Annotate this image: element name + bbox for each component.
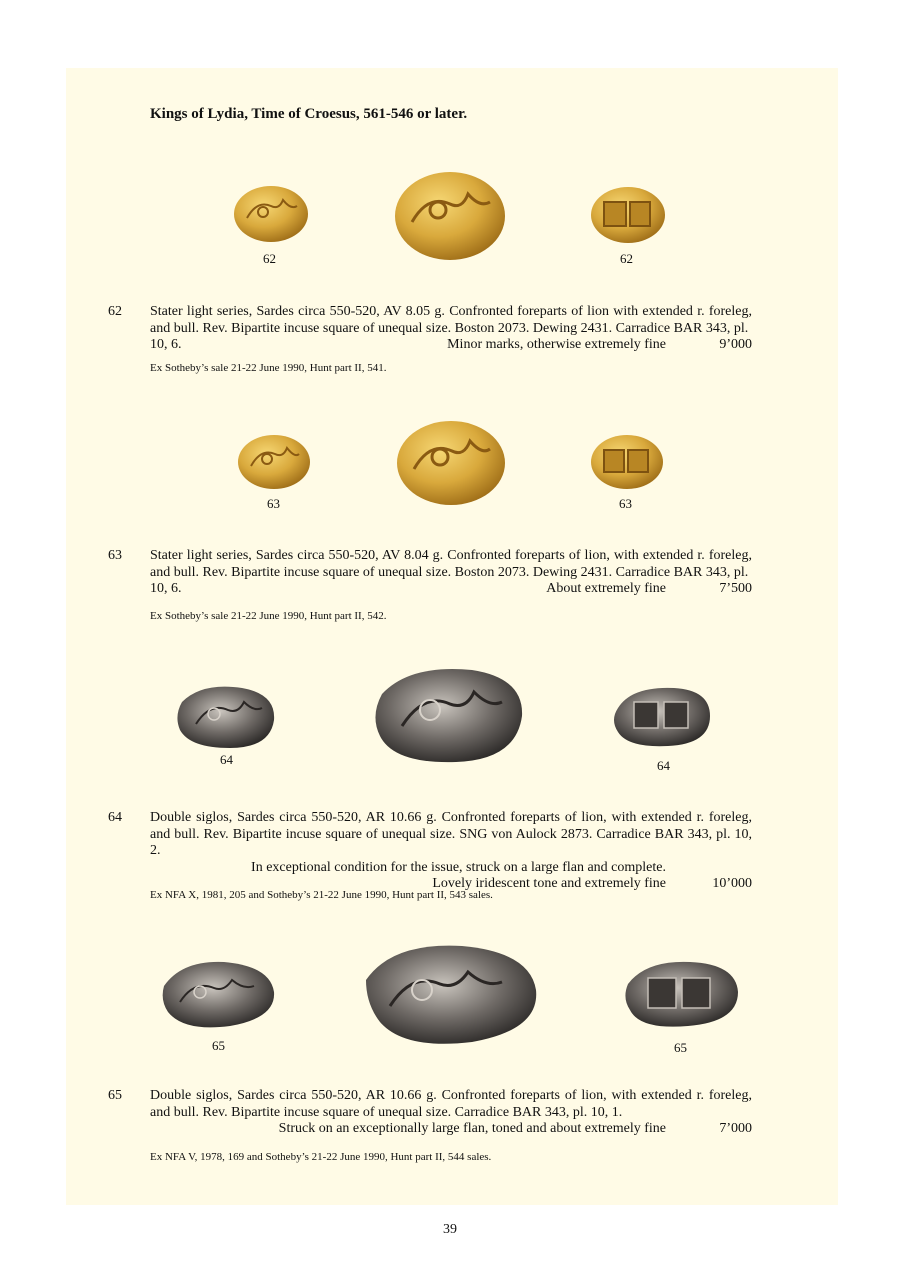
coin-obverse-enlarged-image <box>360 940 540 1048</box>
coin-obverse-image <box>233 184 309 244</box>
coin-obverse-enlarged-image <box>374 662 526 768</box>
coin-caption: 62 <box>620 251 633 266</box>
lot-provenance: Ex Sotheby’s sale 21-22 June 1990, Hunt part II, 542. <box>150 610 387 622</box>
lot-description <box>150 548 752 598</box>
lot-text: Stater light series, Sardes circa 550-520, AV 8.05 g. Confronted foreparts of lion with extended r. foreleg, and bull. Rev. Bipartite incuse square of unequal size. Boston 2073. Dewing 2431. Carradice BAR 343, pl. <box>150 304 752 336</box>
lot-price: 7’000 <box>719 1121 752 1136</box>
lot-description <box>150 810 752 893</box>
lot-condition: Lovely iridescent tone and extremely fine <box>432 876 666 891</box>
lot-footer-row <box>150 1121 752 1138</box>
lot-text-end: 10, 6. <box>150 337 182 352</box>
coin-caption: 64 <box>220 752 233 767</box>
coin-caption: 62 <box>263 251 276 266</box>
coin-caption: 63 <box>619 496 632 511</box>
lot-text: Double siglos, Sardes circa 550-520, AR 10.66 g. Confronted foreparts of lion, with extended r. foreleg, and bull. Rev. Bipartite incuse square of unequal size. SNG von Aulock 2873. Carradice BAR 343, pl. 10, 2. <box>150 810 752 858</box>
lot-note-row <box>150 860 752 877</box>
lot-note: In exceptional condition for the issue, struck on a large flan and complete. <box>251 859 666 875</box>
lot-description <box>150 1088 752 1138</box>
lot-number: 62 <box>108 304 122 319</box>
lot-condition: About extremely fine <box>546 581 666 596</box>
lot-number: 64 <box>108 810 122 825</box>
lot-number: 65 <box>108 1088 122 1103</box>
lot-text-end: 10, 6. <box>150 581 182 596</box>
lot-price: 10’000 <box>712 876 752 891</box>
coin-reverse-image <box>622 958 742 1032</box>
coin-caption: 65 <box>212 1038 225 1053</box>
lot-footer-row <box>150 337 752 354</box>
lot-provenance: Ex NFA V, 1978, 169 and Sotheby’s 21-22 June 1990, Hunt part II, 544 sales. <box>150 1151 492 1163</box>
coin-obverse-enlarged-image <box>394 170 507 262</box>
coin-obverse-enlarged-image <box>396 419 506 507</box>
coin-caption: 65 <box>674 1040 687 1055</box>
lot-price: 9’000 <box>719 337 752 352</box>
lot-number: 63 <box>108 548 122 563</box>
lot-description <box>150 304 752 354</box>
section-heading: Kings of Lydia, Time of Croesus, 561-546 or later. <box>150 106 468 122</box>
lot-provenance: Ex NFA X, 1981, 205 and Sotheby’s 21-22 June 1990, Hunt part II, 543 sales. <box>150 889 493 901</box>
lot-price: 7’500 <box>719 581 752 596</box>
coin-caption: 64 <box>657 758 670 773</box>
lot-condition: Struck on an exceptionally large flan, toned and about extremely fine <box>278 1121 666 1136</box>
lot-text: Double siglos, Sardes circa 550-520, AR 10.66 g. Confronted foreparts of lion, with extended r. foreleg, and bull. Rev. Bipartite incuse square of unequal size. Carradice BAR 343, pl. 10, 1. <box>150 1088 752 1120</box>
coin-obverse-image <box>176 682 278 752</box>
lot-condition: Minor marks, otherwise extremely fine <box>447 337 666 352</box>
page-number: 39 <box>443 1222 457 1237</box>
coin-reverse-image <box>590 185 666 245</box>
lot-footer-row <box>150 581 752 598</box>
lot-text: Stater light series, Sardes circa 550-520, AV 8.04 g. Confronted foreparts of lion, with extended r. foreleg, and bull. Rev. Bipartite incuse square of unequal size. Boston 2073. Dewing 2431. Carradice BAR 343, pl. <box>150 548 752 580</box>
coin-reverse-image <box>612 682 714 750</box>
coin-obverse-image <box>237 433 311 491</box>
lot-provenance: Ex Sotheby’s sale 21-22 June 1990, Hunt part II, 541. <box>150 362 387 374</box>
coin-reverse-image <box>590 433 664 491</box>
coin-obverse-image <box>160 958 278 1030</box>
coin-caption: 63 <box>267 496 280 511</box>
